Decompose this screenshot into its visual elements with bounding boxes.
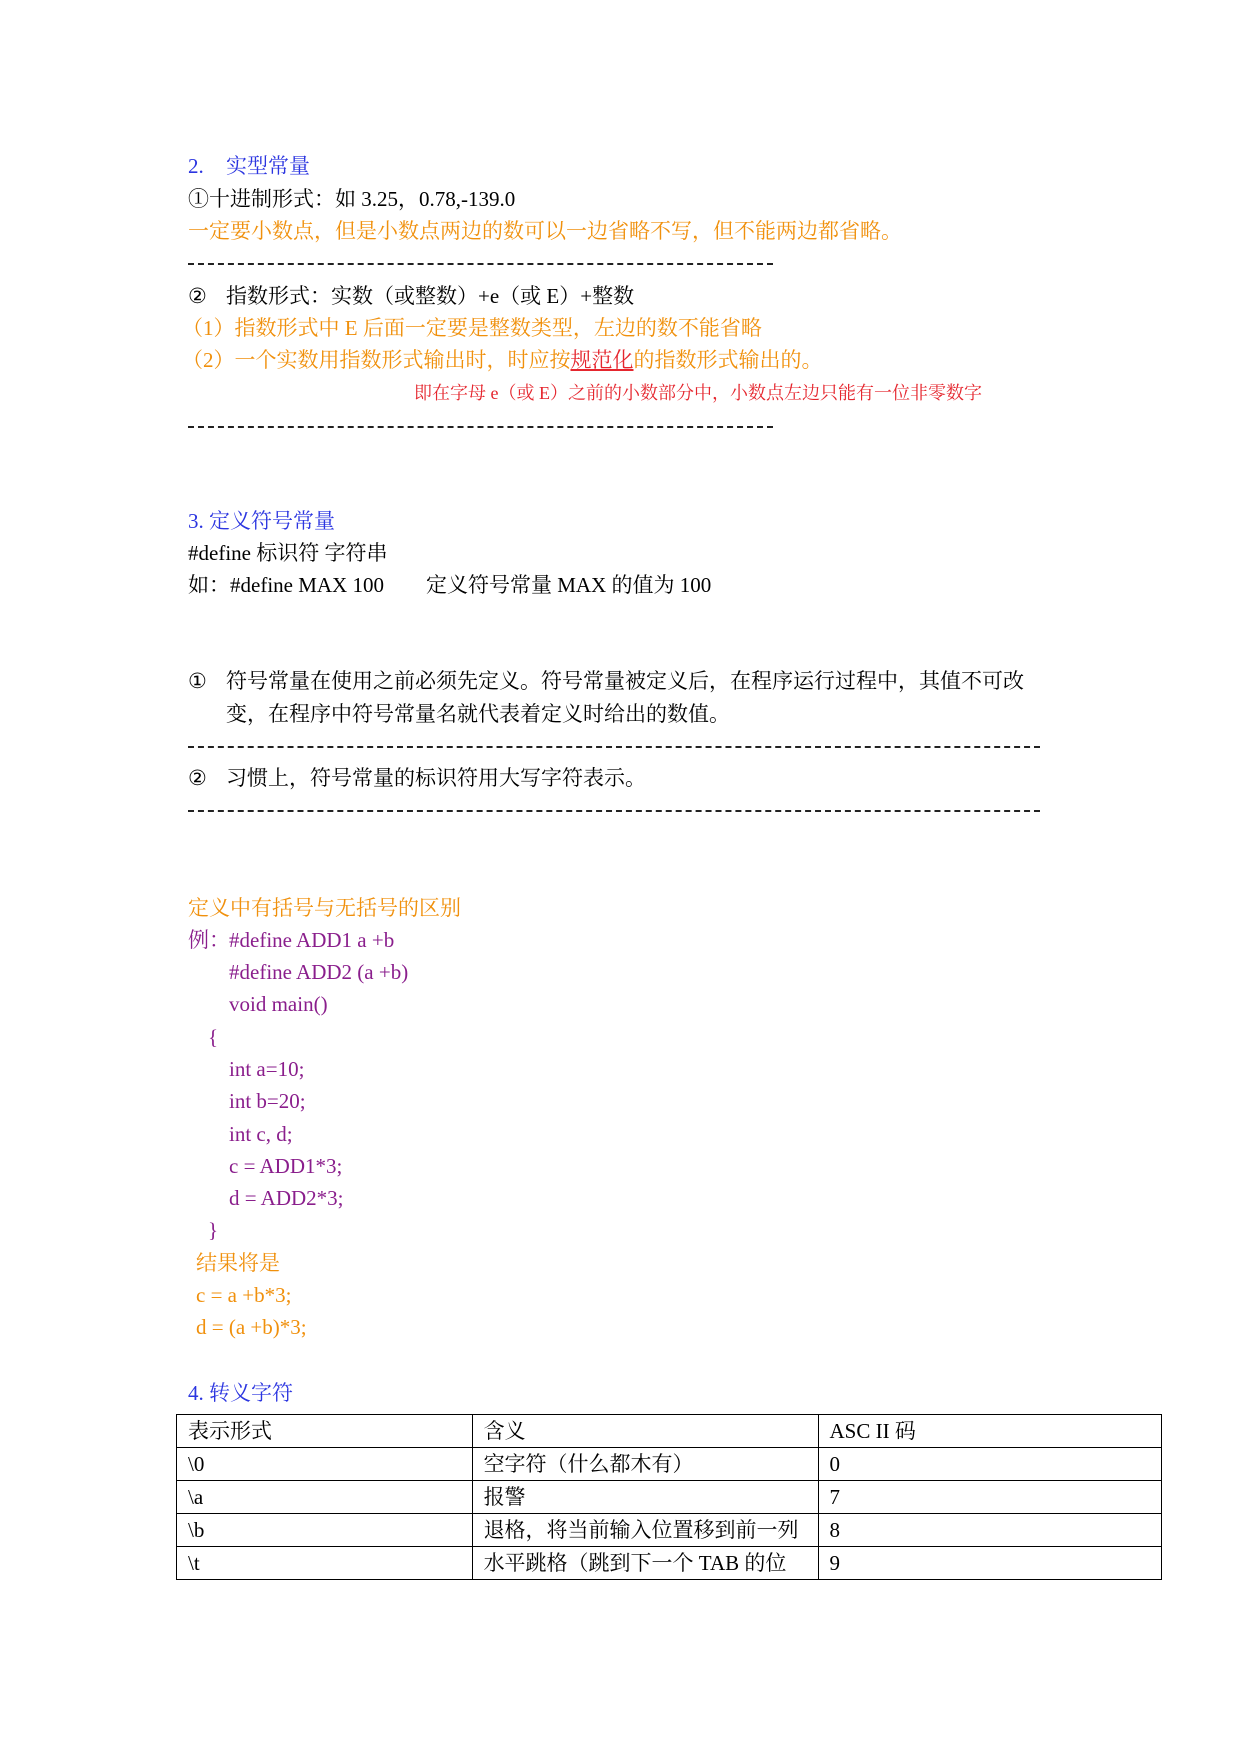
code-line: c = ADD1*3; [229, 1154, 343, 1178]
divider [188, 746, 1040, 748]
exponent-form-line [188, 283, 634, 309]
point-1-number: ① [188, 669, 207, 693]
table-cell: 水平跳格（跳到下一个 TAB 的位 [472, 1547, 818, 1580]
escape-table [176, 1414, 1162, 1580]
define-syntax: #define 标识符 字符串 [188, 541, 388, 565]
section-4-heading: 4. 转义字符 [188, 1381, 293, 1405]
define-example: 如：#define MAX 100 定义符号常量 MAX 的值为 100 [188, 573, 712, 597]
point-1-line-2: 变，在程序中符号常量名就代表着定义时给出的数值。 [226, 702, 730, 726]
exponent-note-1: （1）指数形式中 E 后面一定要是整数类型，左边的数不能省略 [182, 316, 762, 340]
table-cell: 9 [818, 1547, 1161, 1580]
exponent-form-text: 指数形式：实数（或整数）+e（或 E）+整数 [226, 284, 635, 308]
exponent-form-number: ② [188, 284, 207, 308]
point-2-number: ② [188, 766, 207, 790]
code-line: d = ADD2*3; [229, 1186, 344, 1210]
divider [188, 810, 1040, 812]
table-header-cell: 含义 [472, 1415, 818, 1448]
table-header-cell: ASC II 码 [818, 1415, 1161, 1448]
table-cell: 8 [818, 1514, 1161, 1547]
result-line: d = (a +b)*3; [196, 1315, 307, 1339]
table-cell: 空字符（什么都木有） [472, 1448, 818, 1481]
table-cell: \a [177, 1481, 473, 1514]
table-row [177, 1547, 1162, 1580]
bracket-heading: 定义中有括号与无括号的区别 [188, 896, 461, 920]
decimal-form-line: ①十进制形式：如 3.25，0.78,-139.0 [188, 187, 516, 211]
exponent-annotation: 即在字母 e（或 E）之前的小数部分中，小数点左边只能有一位非零数字 [414, 383, 982, 403]
code-line: } [208, 1218, 219, 1242]
point-1-line-1: 符号常量在使用之前必须先定义。符号常量被定义后，在程序运行过程中，其值不可改 [226, 669, 1024, 693]
code-line: #define ADD2 (a +b) [229, 960, 409, 984]
code-line: int b=20; [229, 1089, 306, 1113]
code-line: #define ADD1 a +b [229, 928, 395, 952]
code-line: { [208, 1025, 219, 1049]
exponent-note-2-after: 的指数形式输出的。 [633, 348, 823, 372]
point-2 [188, 765, 646, 791]
table-cell: 报警 [472, 1481, 818, 1514]
table-header-cell: 表示形式 [177, 1415, 473, 1448]
table-header-row [177, 1415, 1162, 1448]
section-2-number: 2. [188, 154, 204, 178]
table-row [177, 1448, 1162, 1481]
table-cell: \t [177, 1547, 473, 1580]
result-heading: 结果将是 [196, 1251, 280, 1275]
divider [188, 426, 773, 428]
table-row [177, 1481, 1162, 1514]
divider [188, 263, 773, 265]
normalized-term: 规范化 [570, 348, 634, 372]
point-1 [188, 668, 1024, 694]
exponent-note-2 [182, 347, 823, 373]
example-label: 例： [188, 928, 230, 952]
code-line: void main() [229, 992, 328, 1016]
exponent-note-2-before: （2）一个实数用指数形式输出时，时应按 [182, 348, 571, 372]
section-2-title: 实型常量 [226, 154, 310, 178]
code-line: int a=10; [229, 1057, 305, 1081]
table-row [177, 1514, 1162, 1547]
table-cell: \b [177, 1514, 473, 1547]
table-cell: 7 [818, 1481, 1161, 1514]
result-line: c = a +b*3; [196, 1283, 292, 1307]
code-line: int c, d; [229, 1122, 293, 1146]
table-cell: \0 [177, 1448, 473, 1481]
point-2-text: 习惯上，符号常量的标识符用大写字符表示。 [226, 766, 646, 790]
table-cell: 0 [818, 1448, 1161, 1481]
decimal-note: 一定要小数点，但是小数点两边的数可以一边省略不写，但不能两边都省略。 [188, 219, 902, 243]
table-cell: 退格，将当前输入位置移到前一列 [472, 1514, 818, 1547]
section-2-heading [188, 153, 310, 179]
section-3-heading: 3. 定义符号常量 [188, 509, 335, 533]
